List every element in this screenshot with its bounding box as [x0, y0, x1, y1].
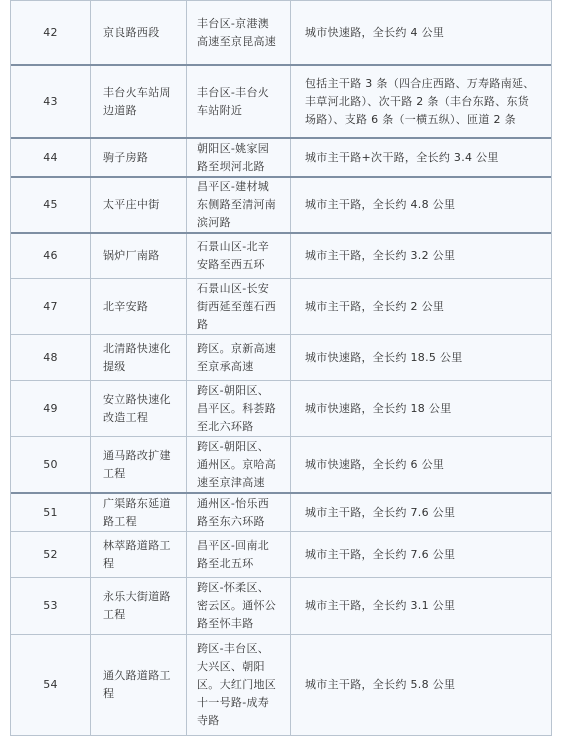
table-row	[11, 232, 551, 278]
project-description: 城市快速路，全长约 18.5 公里	[290, 335, 551, 380]
project-description: 城市主干路，全长约 7.6 公里	[290, 494, 551, 531]
row-number: 48	[43, 350, 58, 364]
project-description: 城市主干路，全长约 2 公里	[290, 279, 551, 334]
project-range: 昌平区-建材城东侧路至清河南滨河路	[186, 178, 290, 232]
project-description: 城市主干路，全长约 3.2 公里	[290, 234, 551, 278]
project-range: 跨区-朝阳区、通州区。京哈高速至京津高速	[186, 437, 290, 492]
project-description: 城市快速路，全长约 18 公里	[290, 381, 551, 436]
row-number: 47	[43, 299, 58, 313]
table-row	[11, 334, 551, 380]
project-range: 丰台区-京港澳高速至京昆高速	[186, 1, 290, 64]
project-range: 昌平区-回南北路至北五环	[186, 532, 290, 577]
row-number: 49	[43, 401, 58, 415]
project-name: 丰台火车站周边道路	[90, 66, 186, 137]
project-range: 跨区。京新高速至京承高速	[186, 335, 290, 380]
row-number: 46	[43, 249, 58, 262]
project-description: 城市主干路，全长约 4.8 公里	[290, 178, 551, 232]
table-row	[11, 577, 551, 634]
project-range: 通州区-怡乐西路至东六环路	[186, 494, 290, 531]
project-range: 跨区-丰台区、大兴区、朝阳区。大红门地区十一号路-成寿寺路	[186, 635, 290, 735]
table-row	[11, 0, 551, 64]
project-name: 太平庄中街	[90, 178, 186, 232]
project-range: 跨区-朝阳区、昌平区。科荟路至北六环路	[186, 381, 290, 436]
table-row	[11, 436, 551, 492]
project-range: 石景山区-长安街西延至莲石西路	[186, 279, 290, 334]
project-name: 通久路道路工程	[90, 635, 186, 735]
project-description: 包括主干路 3 条（四合庄西路、万寿路南延、丰草河北路）、次干路 2 条（丰台东路、东货场路）、支路 6 条（一横五纵）、匝道 2 条	[290, 66, 551, 137]
project-description: 城市主干路，全长约 7.6 公里	[290, 532, 551, 577]
project-range: 丰台区-丰台火车站附近	[186, 66, 290, 137]
project-description: 城市快速路，全长约 4 公里	[290, 1, 551, 64]
row-number: 52	[43, 547, 58, 561]
project-name: 通马路改扩建工程	[90, 437, 186, 492]
project-description: 城市主干路+次干路，全长约 3.4 公里	[290, 139, 551, 176]
project-name: 广渠路东延道路工程	[90, 494, 186, 531]
project-range: 石景山区-北辛安路至西五环	[186, 234, 290, 278]
project-range: 跨区-怀柔区、密云区。通怀公路至怀丰路	[186, 578, 290, 634]
project-description: 城市快速路，全长约 6 公里	[290, 437, 551, 492]
row-number: 44	[43, 150, 58, 164]
project-name: 北清路快速化提级	[90, 335, 186, 380]
row-number: 42	[43, 25, 58, 39]
project-range: 朝阳区-姚家园路至坝河北路	[186, 139, 290, 176]
table-row	[11, 531, 551, 577]
table-row	[11, 176, 551, 232]
project-description: 城市主干路，全长约 5.8 公里	[290, 635, 551, 735]
table-row	[11, 634, 551, 735]
row-number: 54	[43, 678, 58, 691]
row-number: 45	[43, 198, 58, 211]
project-name: 锅炉厂南路	[90, 234, 186, 278]
project-name: 林萃路道路工程	[90, 532, 186, 577]
project-name: 永乐大街道路工程	[90, 578, 186, 634]
table-row	[11, 278, 551, 334]
table-row	[11, 137, 551, 176]
project-description: 城市主干路，全长约 3.1 公里	[290, 578, 551, 634]
row-number: 53	[43, 599, 58, 612]
project-name: 京良路西段	[90, 1, 186, 64]
project-name: 北辛安路	[90, 279, 186, 334]
row-number: 43	[43, 94, 58, 108]
project-name: 驹子房路	[90, 139, 186, 176]
project-name: 安立路快速化改造工程	[90, 381, 186, 436]
row-number: 50	[43, 457, 58, 471]
road-projects-table	[10, 0, 552, 736]
table-row	[11, 380, 551, 436]
table-row	[11, 492, 551, 531]
row-number: 51	[43, 505, 58, 519]
table-row	[11, 64, 551, 137]
